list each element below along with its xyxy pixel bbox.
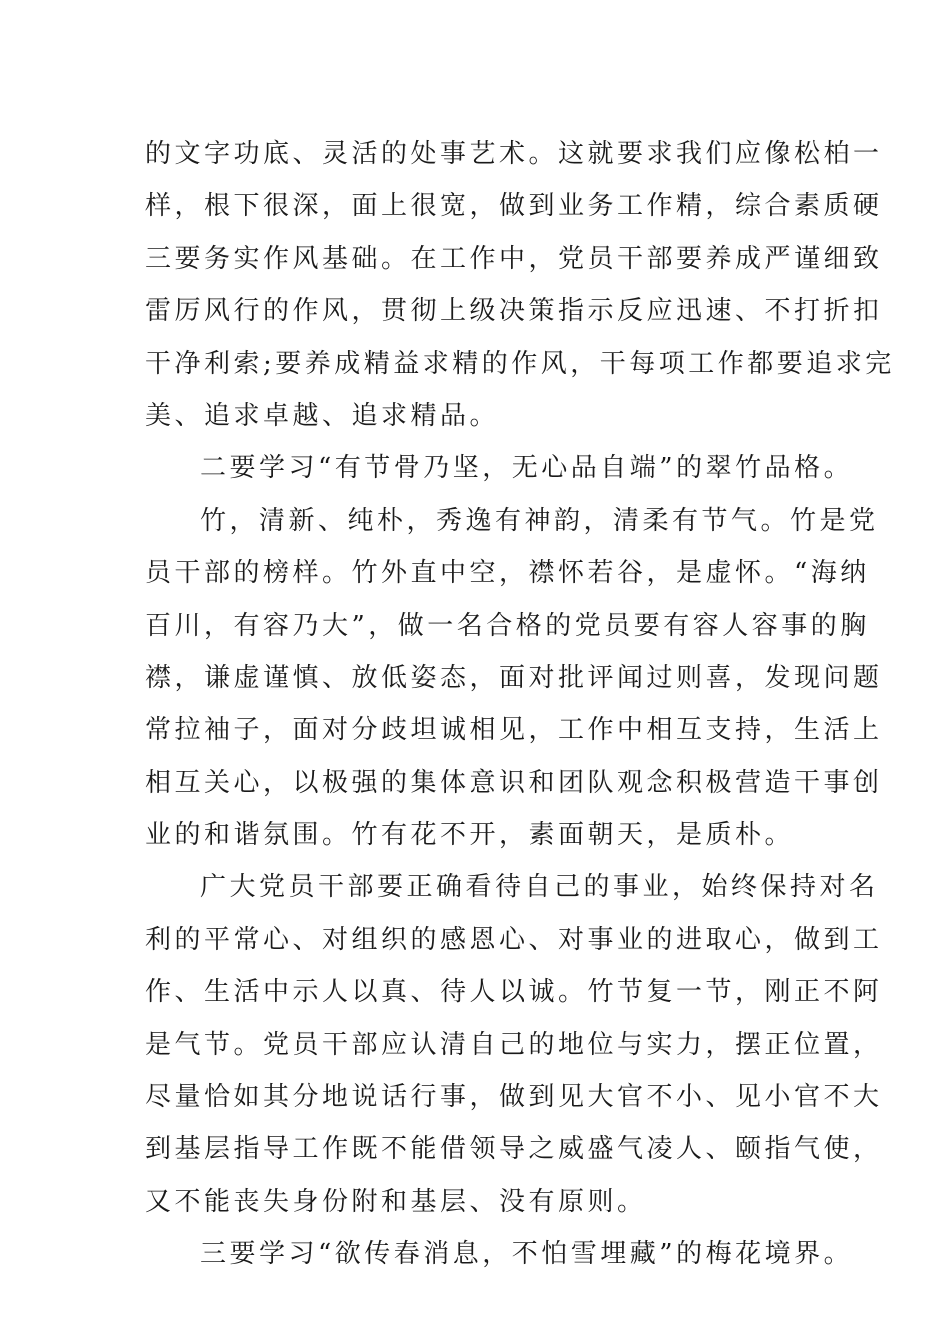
text-line: 三要务实作风基础。在工作中，党员干部要养成严谨细致 — [145, 243, 883, 274]
text-line: 又不能丧失身份附和基层、没有原则。 — [145, 1186, 647, 1217]
text-line: 尽量恰如其分地说话行事，做到见大官不小、见小官不大 — [145, 1082, 883, 1113]
text-line: 利的平常心、对组织的感恩心、对事业的进取心，做到工 — [145, 924, 883, 955]
text-line: 的文字功底、灵活的处事艺术。这就要求我们应像松柏一 — [145, 139, 883, 169]
text-line: 是气节。党员干部应认清自己的地位与实力，摆正位置， — [145, 1029, 883, 1060]
text-line: 相互关心，以极强的集体意识和团队观念积极营造干事创 — [145, 767, 883, 798]
text-line: 干净利索;要养成精益求精的作风，干每项工作都要追求完 — [145, 348, 895, 379]
section-heading: 三要学习“欲传春消息，不怕雪埋藏”的梅花境界。 — [200, 1239, 854, 1270]
text-line: 员干部的榜样。竹外直中空，襟怀若谷，是虚怀。“海纳 — [145, 558, 870, 589]
text-line: 雷厉风行的作风，贯彻上级决策指示反应迅速、不打折扣 — [145, 296, 883, 327]
section-heading: 二要学习“有节骨乃坚，无心品自端”的翠竹品格。 — [200, 453, 854, 484]
text-line: 百川，有容乃大”，做一名合格的党员要有容人容事的胸 — [145, 610, 870, 641]
text-line: 广大党员干部要正确看待自己的事业，始终保持对名 — [200, 872, 879, 903]
text-line: 襟，谦虚谨慎、放低姿态，面对批评闻过则喜，发现问题 — [145, 662, 883, 693]
text-line: 作、生活中示人以真、待人以诚。竹节复一节，刚正不阿 — [145, 977, 883, 1008]
text-line: 样，根下很深，面上很宽，做到业务工作精，综合素质硬 — [145, 191, 883, 222]
text-line: 竹，清新、纯朴，秀逸有神韵，清柔有节气。竹是党 — [200, 505, 879, 536]
body-text — [145, 128, 895, 1281]
text-line: 常拉袖子，面对分歧坦诚相见，工作中相互支持，生活上 — [145, 715, 883, 746]
text-line: 业的和谐氛围。竹有花不开，素面朝天，是质朴。 — [145, 820, 795, 851]
text-line: 到基层指导工作既不能借领导之威盛气凌人、颐指气使， — [145, 1134, 883, 1165]
text-line: 美、追求卓越、追求精品。 — [145, 400, 500, 431]
